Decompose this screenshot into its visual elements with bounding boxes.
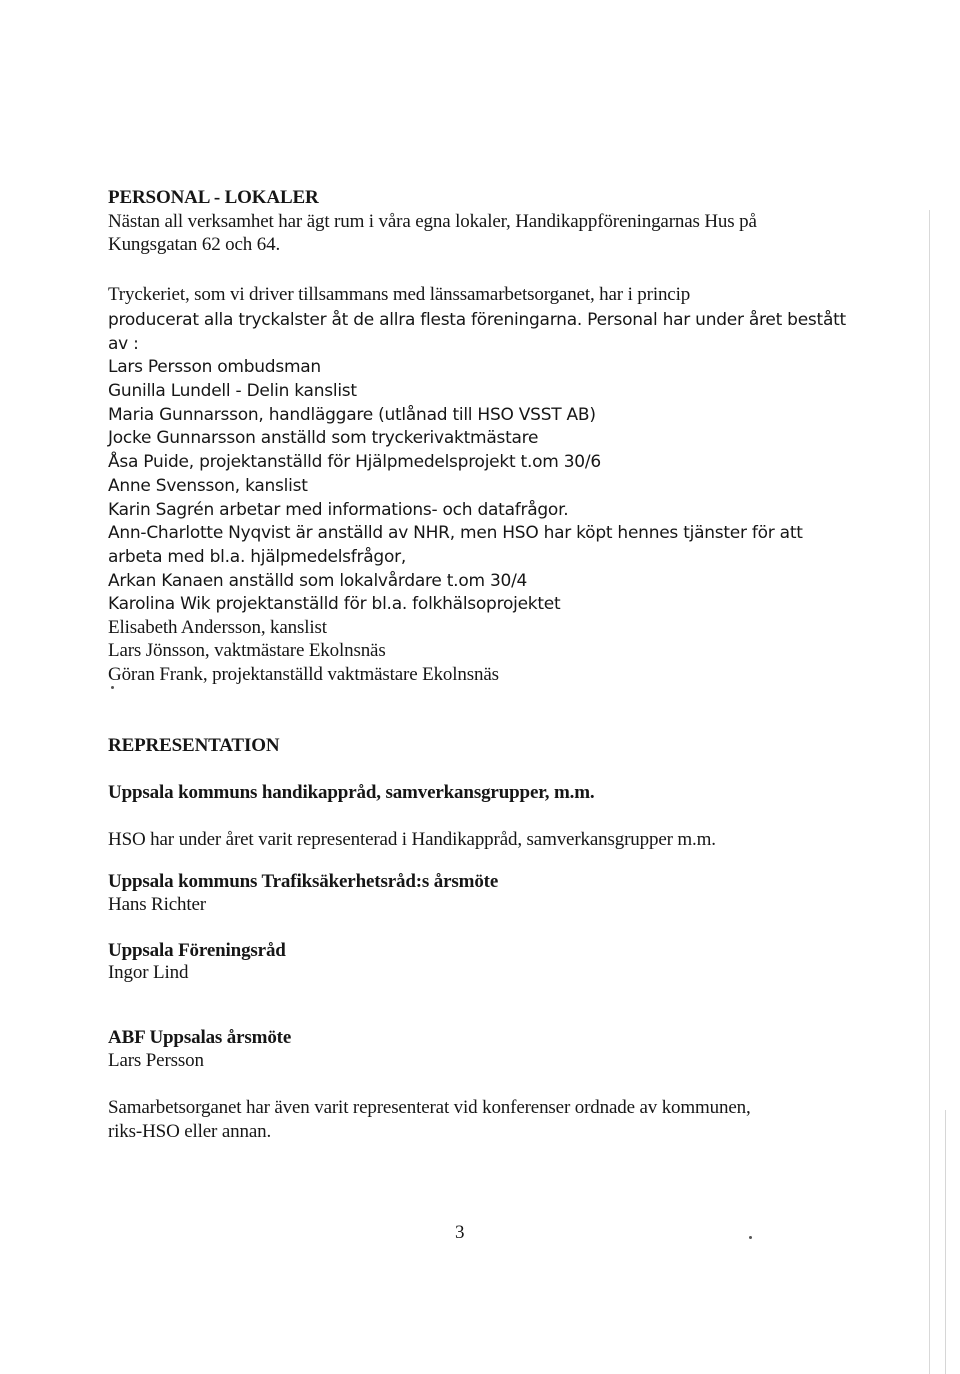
staff-list-item: Ann-Charlotte Nyqvist är anställd av NHR, men HSO har köpt hennes tjänster för att [108,523,803,543]
representation-body: Hans Richter [108,894,206,915]
speck-mark [111,686,114,689]
staff-list-item: Anne Svensson, kanslist [108,476,308,496]
paragraph-line: Kungsgatan 62 och 64. [108,234,281,255]
staff-list-item: Jocke Gunnarsson anställd som tryckerivaktmästare [108,428,539,448]
staff-list-item: arbeta med bl.a. hjälpmedelsfrågor, [108,547,407,567]
representation-subheading: ABF Uppsalas årsmöte [108,1027,292,1048]
staff-list-item: Arkan Kanaen anställd som lokalvårdare t.om 30/4 [108,571,528,591]
closing-paragraph-line: Samarbetsorganet har även varit representerat vid konferenser ordnade av kommunen, [108,1097,751,1118]
staff-list-item: Karin Sagrén arbetar med informations- och datafrågor. [108,500,569,520]
representation-subheading: Uppsala kommuns Trafiksäkerhetsråd:s årsmöte [108,871,499,892]
representation-body: Lars Persson [108,1050,204,1071]
staff-list-item: Karolina Wik projektanställd för bl.a. folkhälsoprojektet [108,594,561,614]
paragraph-line: producerat alla tryckalster åt de allra flesta föreningarna. Personal har under året bestått [108,310,846,330]
page-number: 3 [455,1222,465,1243]
representation-subheading: Uppsala kommuns handikappråd, samverkansgrupper, m.m. [108,782,595,803]
scan-edge-line [945,1110,946,1374]
paragraph-line: Nästan all verksamhet har ägt rum i våra egna lokaler, Handikappföreningarnas Hus på [108,211,757,232]
section-heading-personal-lokaler: PERSONAL - LOKALER [108,187,319,208]
staff-list-item: Maria Gunnarsson, handläggare (utlånad till HSO VSST AB) [108,405,596,425]
staff-list-item: Gunilla Lundell - Delin kanslist [108,381,357,401]
staff-list-item: Göran Frank, projektanställd vaktmästare Ekolnsnäs [108,664,499,685]
scan-edge-line [929,210,930,1374]
representation-subheading: Uppsala Föreningsråd [108,940,286,961]
staff-list-item: Elisabeth Andersson, kanslist [108,617,327,638]
staff-list-item: Lars Persson ombudsman [108,357,321,377]
representation-body: HSO har under året varit representerad i Handikappråd, samverkansgrupper m.m. [108,829,716,850]
section-heading-representation: REPRESENTATION [108,735,280,756]
staff-list-item: Lars Jönsson, vaktmästare Ekolnsnäs [108,640,386,661]
representation-body: Ingor Lind [108,962,189,983]
staff-list-item: Åsa Puide, projektanställd för Hjälpmedelsprojekt t.om 30/6 [108,452,601,472]
speck-mark [749,1236,752,1239]
closing-paragraph-line: riks-HSO eller annan. [108,1121,272,1142]
paragraph-line: av : [108,334,139,354]
paragraph-line: Tryckeriet, som vi driver tillsammans med länssamarbetsorganet, har i princip [108,284,691,305]
